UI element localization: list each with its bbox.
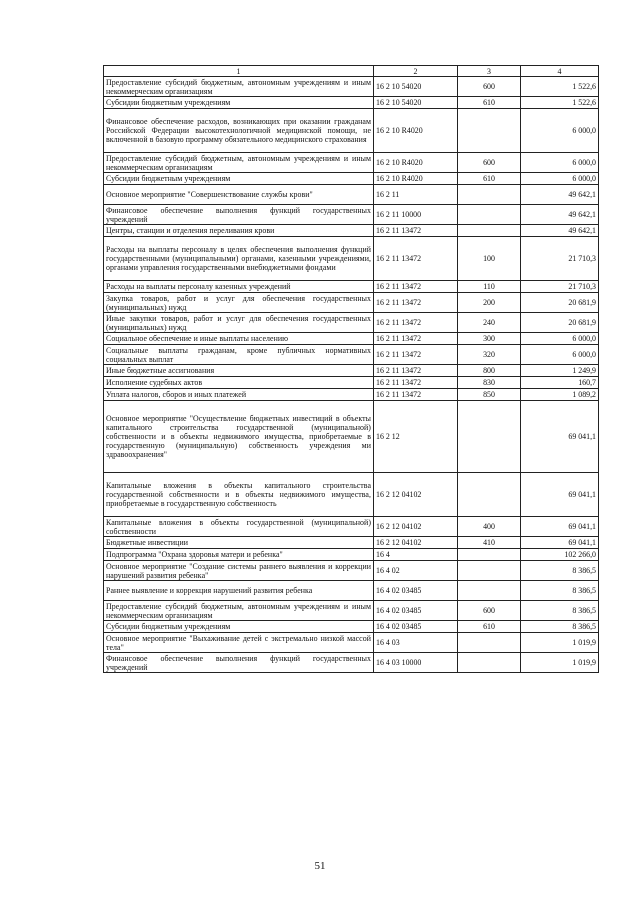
row-name: Бюджетные инвестиции (104, 537, 374, 549)
row-sum: 8 386,5 (521, 621, 599, 633)
table-row (104, 109, 599, 153)
row-sum: 69 041,1 (521, 537, 599, 549)
row-code: 16 2 10 R4020 (374, 109, 458, 153)
row-code: 16 2 11 13472 (374, 345, 458, 365)
row-type (458, 401, 521, 473)
row-code: 16 2 12 04102 (374, 473, 458, 517)
row-type: 610 (458, 97, 521, 109)
row-sum: 20 681,9 (521, 313, 599, 333)
row-name: Предоставление субсидий бюджетным, автономным учреждениям и иным некоммерческим организациям (104, 153, 374, 173)
table-row (104, 633, 599, 653)
budget-table (103, 65, 599, 673)
row-code: 16 2 11 13472 (374, 365, 458, 377)
table-row (104, 345, 599, 365)
row-sum: 69 041,1 (521, 517, 599, 537)
row-type: 610 (458, 621, 521, 633)
row-sum: 8 386,5 (521, 601, 599, 621)
row-type (458, 633, 521, 653)
row-code: 16 2 12 04102 (374, 517, 458, 537)
row-name: Субсидии бюджетным учреждениям (104, 621, 374, 633)
table-row (104, 561, 599, 581)
row-name: Субсидии бюджетным учреждениям (104, 97, 374, 109)
table-row (104, 281, 599, 293)
row-type: 600 (458, 601, 521, 621)
row-type: 300 (458, 333, 521, 345)
table-body (104, 77, 599, 673)
header-row (104, 66, 599, 77)
row-name: Финансовое обеспечение расходов, возникающих при оказании гражданам Российской Федерации высокотехнологичной медицинской помощи, не включенной в базовую программу обязательного медицинского страхования (104, 109, 374, 153)
table-row (104, 537, 599, 549)
row-sum: 6 000,0 (521, 153, 599, 173)
row-type (458, 473, 521, 517)
header-col-2: 2 (374, 66, 458, 77)
row-code: 16 2 12 04102 (374, 537, 458, 549)
row-code: 16 2 11 13472 (374, 293, 458, 313)
table-row (104, 549, 599, 561)
row-name: Капитальные вложения в объекты государственной (муниципальной) собственности (104, 517, 374, 537)
row-type (458, 549, 521, 561)
row-type: 600 (458, 77, 521, 97)
row-name: Исполнение судебных актов (104, 377, 374, 389)
table-row (104, 621, 599, 633)
row-sum: 49 642,1 (521, 185, 599, 205)
table-row (104, 333, 599, 345)
row-sum: 1 522,6 (521, 77, 599, 97)
row-type: 400 (458, 517, 521, 537)
page-number: 51 (314, 860, 326, 872)
row-code: 16 4 03 10000 (374, 653, 458, 673)
row-type (458, 581, 521, 601)
row-code: 16 2 12 (374, 401, 458, 473)
row-type: 200 (458, 293, 521, 313)
table-row (104, 517, 599, 537)
row-sum: 1 019,9 (521, 633, 599, 653)
row-code: 16 2 11 13472 (374, 313, 458, 333)
row-name: Финансовое обеспечение выполнения функций государственных учреждений (104, 205, 374, 225)
row-name: Социальные выплаты гражданам, кроме публичных нормативных социальных выплат (104, 345, 374, 365)
row-code: 16 2 10 54020 (374, 77, 458, 97)
row-code: 16 2 11 13472 (374, 225, 458, 237)
row-name: Закупка товаров, работ и услуг для обеспечения государственных (муниципальных) нужд (104, 293, 374, 313)
row-sum: 1 249,9 (521, 365, 599, 377)
table-row (104, 153, 599, 173)
table-row (104, 225, 599, 237)
row-name: Основное мероприятие "Создание системы раннего выявления и коррекции нарушений развития ребенка" (104, 561, 374, 581)
row-sum: 49 642,1 (521, 205, 599, 225)
header-col-4: 4 (521, 66, 599, 77)
row-sum: 6 000,0 (521, 345, 599, 365)
row-type: 800 (458, 365, 521, 377)
row-sum: 69 041,1 (521, 401, 599, 473)
table-row (104, 653, 599, 673)
row-name: Основное мероприятие "Осуществление бюджетных инвестиций в объекты капитального строительства государственной (муниципальной) собственности и в объекты недвижимого имущества, приобретаемые в государственную (муниципальную) собственность учреждения ми здравоохранения" (104, 401, 374, 473)
row-type (458, 653, 521, 673)
row-sum: 8 386,5 (521, 561, 599, 581)
row-sum: 1 019,9 (521, 653, 599, 673)
row-code: 16 4 (374, 549, 458, 561)
row-code: 16 2 11 13472 (374, 389, 458, 401)
row-name: Капитальные вложения в объекты капитального строительства государственной собственности и в объекты недвижимого имущества, приобретаемые в государственную собственность (104, 473, 374, 517)
row-name: Центры, станции и отделения переливания крови (104, 225, 374, 237)
row-sum: 49 642,1 (521, 225, 599, 237)
row-code: 16 4 02 03485 (374, 601, 458, 621)
header-col-3: 3 (458, 66, 521, 77)
row-sum: 20 681,9 (521, 293, 599, 313)
row-name: Основное мероприятие "Выхаживание детей с экстремально низкой массой тела" (104, 633, 374, 653)
row-name: Раннее выявление и коррекция нарушений развития ребенка (104, 581, 374, 601)
row-type: 110 (458, 281, 521, 293)
row-code: 16 2 10 54020 (374, 97, 458, 109)
table-row (104, 389, 599, 401)
row-type: 320 (458, 345, 521, 365)
row-name: Расходы на выплаты персоналу казенных учреждений (104, 281, 374, 293)
table-row (104, 77, 599, 97)
row-code: 16 2 11 (374, 185, 458, 205)
table-row (104, 473, 599, 517)
row-name: Уплата налогов, сборов и иных платежей (104, 389, 374, 401)
table-row (104, 377, 599, 389)
row-code: 16 2 11 13472 (374, 377, 458, 389)
row-sum: 102 266,0 (521, 549, 599, 561)
row-code: 16 2 10 R4020 (374, 173, 458, 185)
row-sum: 21 710,3 (521, 237, 599, 281)
table-row (104, 601, 599, 621)
row-code: 16 2 11 13472 (374, 237, 458, 281)
row-code: 16 2 11 10000 (374, 205, 458, 225)
row-code: 16 4 02 03485 (374, 621, 458, 633)
row-sum: 8 386,5 (521, 581, 599, 601)
row-sum: 160,7 (521, 377, 599, 389)
row-name: Расходы на выплаты персоналу в целях обеспечения выполнения функций государственными (муниципальными) органами, казенными учреждениями, органами управления государственными внебюджетными фондами (104, 237, 374, 281)
table-row (104, 185, 599, 205)
table-row (104, 173, 599, 185)
table-row (104, 205, 599, 225)
row-type: 410 (458, 537, 521, 549)
row-code: 16 4 03 (374, 633, 458, 653)
row-code: 16 4 02 03485 (374, 581, 458, 601)
row-sum: 6 000,0 (521, 109, 599, 153)
row-type (458, 225, 521, 237)
table-row (104, 293, 599, 313)
row-type (458, 205, 521, 225)
row-sum: 21 710,3 (521, 281, 599, 293)
row-name: Субсидии бюджетным учреждениям (104, 173, 374, 185)
header-col-1: 1 (104, 66, 374, 77)
row-type (458, 561, 521, 581)
row-sum: 6 000,0 (521, 173, 599, 185)
row-name: Социальное обеспечение и иные выплаты населению (104, 333, 374, 345)
row-type: 600 (458, 153, 521, 173)
row-type: 100 (458, 237, 521, 281)
row-sum: 1 089,2 (521, 389, 599, 401)
row-code: 16 4 02 (374, 561, 458, 581)
row-type: 850 (458, 389, 521, 401)
row-name: Основное мероприятие "Совершенствование службы крови" (104, 185, 374, 205)
table-row (104, 237, 599, 281)
row-name: Предоставление субсидий бюджетным, автономным учреждениям и иным некоммерческим организациям (104, 77, 374, 97)
table-row (104, 365, 599, 377)
row-type: 240 (458, 313, 521, 333)
table-row (104, 97, 599, 109)
row-type (458, 109, 521, 153)
row-name: Иные закупки товаров, работ и услуг для обеспечения государственных (муниципальных) нужд (104, 313, 374, 333)
table-row (104, 401, 599, 473)
table-row (104, 313, 599, 333)
row-name: Иные бюджетные ассигнования (104, 365, 374, 377)
row-sum: 69 041,1 (521, 473, 599, 517)
row-type (458, 185, 521, 205)
row-type: 610 (458, 173, 521, 185)
row-sum: 6 000,0 (521, 333, 599, 345)
row-name: Предоставление субсидий бюджетным, автономным учреждениям и иным некоммерческим организациям (104, 601, 374, 621)
row-name: Подпрограмма "Охрана здоровья матери и ребенка" (104, 549, 374, 561)
row-code: 16 2 10 R4020 (374, 153, 458, 173)
row-code: 16 2 11 13472 (374, 333, 458, 345)
row-sum: 1 522,6 (521, 97, 599, 109)
row-type: 830 (458, 377, 521, 389)
table-row (104, 581, 599, 601)
row-name: Финансовое обеспечение выполнения функций государственных учреждений (104, 653, 374, 673)
row-code: 16 2 11 13472 (374, 281, 458, 293)
